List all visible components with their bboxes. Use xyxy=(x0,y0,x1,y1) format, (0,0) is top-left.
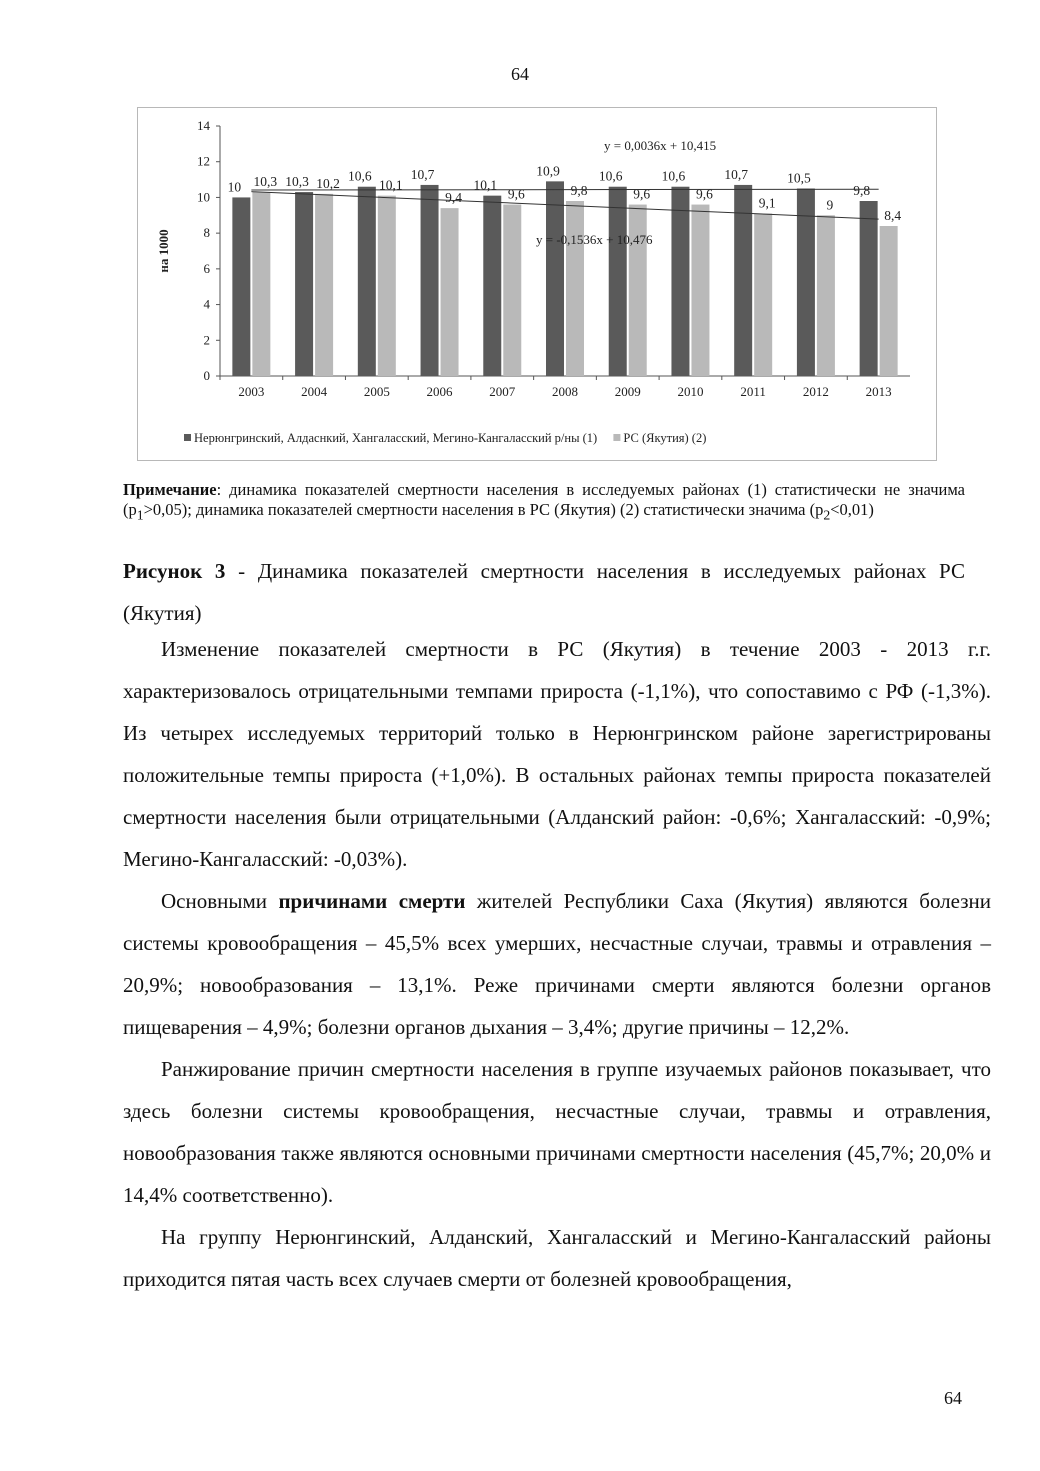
bar-value-label: 10,6 xyxy=(348,168,372,184)
legend-label-2: РС (Якутия) (2) xyxy=(623,431,707,445)
y-tick-label: 12 xyxy=(197,153,210,169)
bar-value-label: 10,9 xyxy=(536,163,560,179)
legend-swatch-2 xyxy=(613,434,620,441)
y-tick-label: 14 xyxy=(197,118,210,133)
trendline-equation-2: y = -0,1536x + 10,476 xyxy=(536,232,653,247)
bar-series-1 xyxy=(609,187,627,376)
y-tick-label: 8 xyxy=(203,225,210,241)
bar-value-label: 9 xyxy=(826,197,834,213)
note-sub2: 2 xyxy=(823,507,831,523)
x-tick-label: 2005 xyxy=(363,384,390,399)
figure-note xyxy=(123,480,965,525)
bar-value-label: 10,1 xyxy=(473,177,498,193)
y-tick-label: 6 xyxy=(203,260,210,276)
bar-series-2 xyxy=(378,196,396,376)
paragraph-2-start: Основными xyxy=(161,889,279,913)
paragraph-2-bold: причинами смерти xyxy=(278,889,466,913)
bar-value-label: 10,6 xyxy=(598,168,623,184)
body-text xyxy=(123,628,991,1300)
x-tick-label: 2007 xyxy=(489,384,516,399)
bar-value-label: 9,4 xyxy=(445,190,462,206)
bar-series-2 xyxy=(629,205,647,376)
bar-series-2 xyxy=(441,208,459,376)
chart-canvas xyxy=(138,108,938,462)
paragraph-4: На группу Нерюнгинский, Алданский, Хангаласский и Мегино-Кангаласский районы приходится пятая часть всех случаев смерти от болезней кровообращения, xyxy=(123,1225,991,1291)
bar-series-1 xyxy=(232,197,250,376)
bar-series-2 xyxy=(691,205,709,376)
x-tick-label: 2003 xyxy=(238,384,265,399)
bar-value-label: 10,2 xyxy=(316,175,340,191)
bar-series-2 xyxy=(252,192,270,376)
bar-series-2 xyxy=(566,201,584,376)
bar-series-2 xyxy=(817,215,835,376)
bar-value-label: 9,8 xyxy=(570,183,588,198)
x-tick-label: 2012 xyxy=(802,384,829,399)
trendline-series-2 xyxy=(251,192,878,219)
x-tick-label: 2008 xyxy=(552,384,578,399)
paragraph-3: Ранжирование причин смертности населения в группе изучаемых районов показывает, что здесь болезни системы кровообращения, несчастные случаи, травмы и отравления, новообразования также являются основными причинами смертности населения (45,7%; 20,0% и 14,4% соответственно). xyxy=(123,1057,991,1207)
bar-value-label: 9,6 xyxy=(633,186,651,202)
x-tick-label: 2013 xyxy=(865,384,892,399)
bar-value-label: 9,1 xyxy=(758,195,776,211)
mortality-chart xyxy=(137,107,937,461)
x-tick-label: 2009 xyxy=(614,384,641,399)
bar-series-2 xyxy=(754,214,772,377)
bar-value-label: 10,6 xyxy=(661,168,686,184)
y-tick-label: 2 xyxy=(203,332,210,348)
y-axis-label: на 1000 xyxy=(156,229,171,273)
y-tick-label: 10 xyxy=(197,189,210,205)
paragraph-2-end: жителей Республики Саха (Якутия) являются болезни системы кровообращения – 45,5% всех умерших, несчастные случаи, травмы и отравления – 20,9%; новообразования – 13,1%. Реже причинами смерти являются болезни органов пищеварения – 4,9%; болезни органов дыхания – 3,4%; другие причины – 12,2%. xyxy=(123,889,991,1039)
caption-label: Рисунок 3 xyxy=(123,559,226,583)
paragraph-2 xyxy=(123,880,991,1048)
bar-series-2 xyxy=(503,205,521,376)
y-tick-label: 0 xyxy=(203,368,210,383)
figure-caption xyxy=(123,550,965,634)
bar-series-1 xyxy=(546,181,564,376)
x-tick-label: 2010 xyxy=(677,384,704,399)
bar-value-label: 9,6 xyxy=(696,186,713,202)
y-tick-label: 4 xyxy=(203,296,210,312)
page-number-bottom: 64 xyxy=(944,1388,962,1408)
bar-series-2 xyxy=(315,194,333,376)
bar-value-label: 10,3 xyxy=(253,174,278,190)
bar-value-label: 8,4 xyxy=(884,208,902,223)
trendline-series-1 xyxy=(251,189,878,190)
legend-label-1: Нерюнгринский, Алдаснкий, Хангаласский, Мегино-Кангаласский р/ны (1) xyxy=(194,431,598,445)
page-number-top: 64 xyxy=(511,64,529,84)
bar-value-label: 10 xyxy=(227,179,242,195)
bar-value-label: 10,3 xyxy=(285,174,309,190)
note-sub1: 1 xyxy=(136,507,144,523)
bar-series-1 xyxy=(483,196,501,376)
bar-value-label: 10,5 xyxy=(787,170,811,186)
bar-value-label: 9,8 xyxy=(853,183,871,198)
bar-value-label: 10,7 xyxy=(410,166,435,182)
bar-series-1 xyxy=(295,192,313,376)
note-text3: <0,01) xyxy=(830,500,874,519)
x-tick-label: 2011 xyxy=(740,384,766,399)
x-tick-label: 2006 xyxy=(426,384,453,399)
bar-value-label: 10,7 xyxy=(724,166,748,182)
note-text: : динамика показателей смертности населения в исследуемых районах (1) статистически не значима (p xyxy=(123,480,965,519)
caption-text: - Динамика показателей смертности населения в исследуемых районах РС (Якутия) xyxy=(123,559,965,625)
bar-value-label: 10,1 xyxy=(379,177,403,193)
trendline-equation-1: y = 0,0036x + 10,415 xyxy=(604,138,717,153)
x-tick-label: 2004 xyxy=(301,384,328,399)
note-label: Примечание xyxy=(123,480,217,499)
legend-swatch-1 xyxy=(184,434,191,441)
bar-series-1 xyxy=(421,185,439,376)
paragraph-1: Изменение показателей смертности в РС (Якутия) в течение 2003 - 2013 г.г. характеризовалось отрицательными темпами прироста (-1,1%), что сопоставимо с РФ (-1,3%). Из четырех исследуемых территорий только в Нерюнгринском районе зарегистрированы положительные темпы прироста (+1,0%). В остальных районах темпы прироста показателей смертности населения были отрицательными (Алданский район: -0,6%; Хангаласский: -0,9%; Мегино-Кангаласский: -0,03%). xyxy=(123,637,991,871)
bar-series-1 xyxy=(860,201,878,376)
bar-series-2 xyxy=(880,226,898,376)
bar-series-1 xyxy=(671,187,689,376)
note-text2: >0,05); динамика показателей смертности населения в РС (Якутия) (2) статистически значима (p xyxy=(143,500,824,519)
bar-value-label: 9,6 xyxy=(507,186,525,202)
bar-series-1 xyxy=(358,187,376,376)
